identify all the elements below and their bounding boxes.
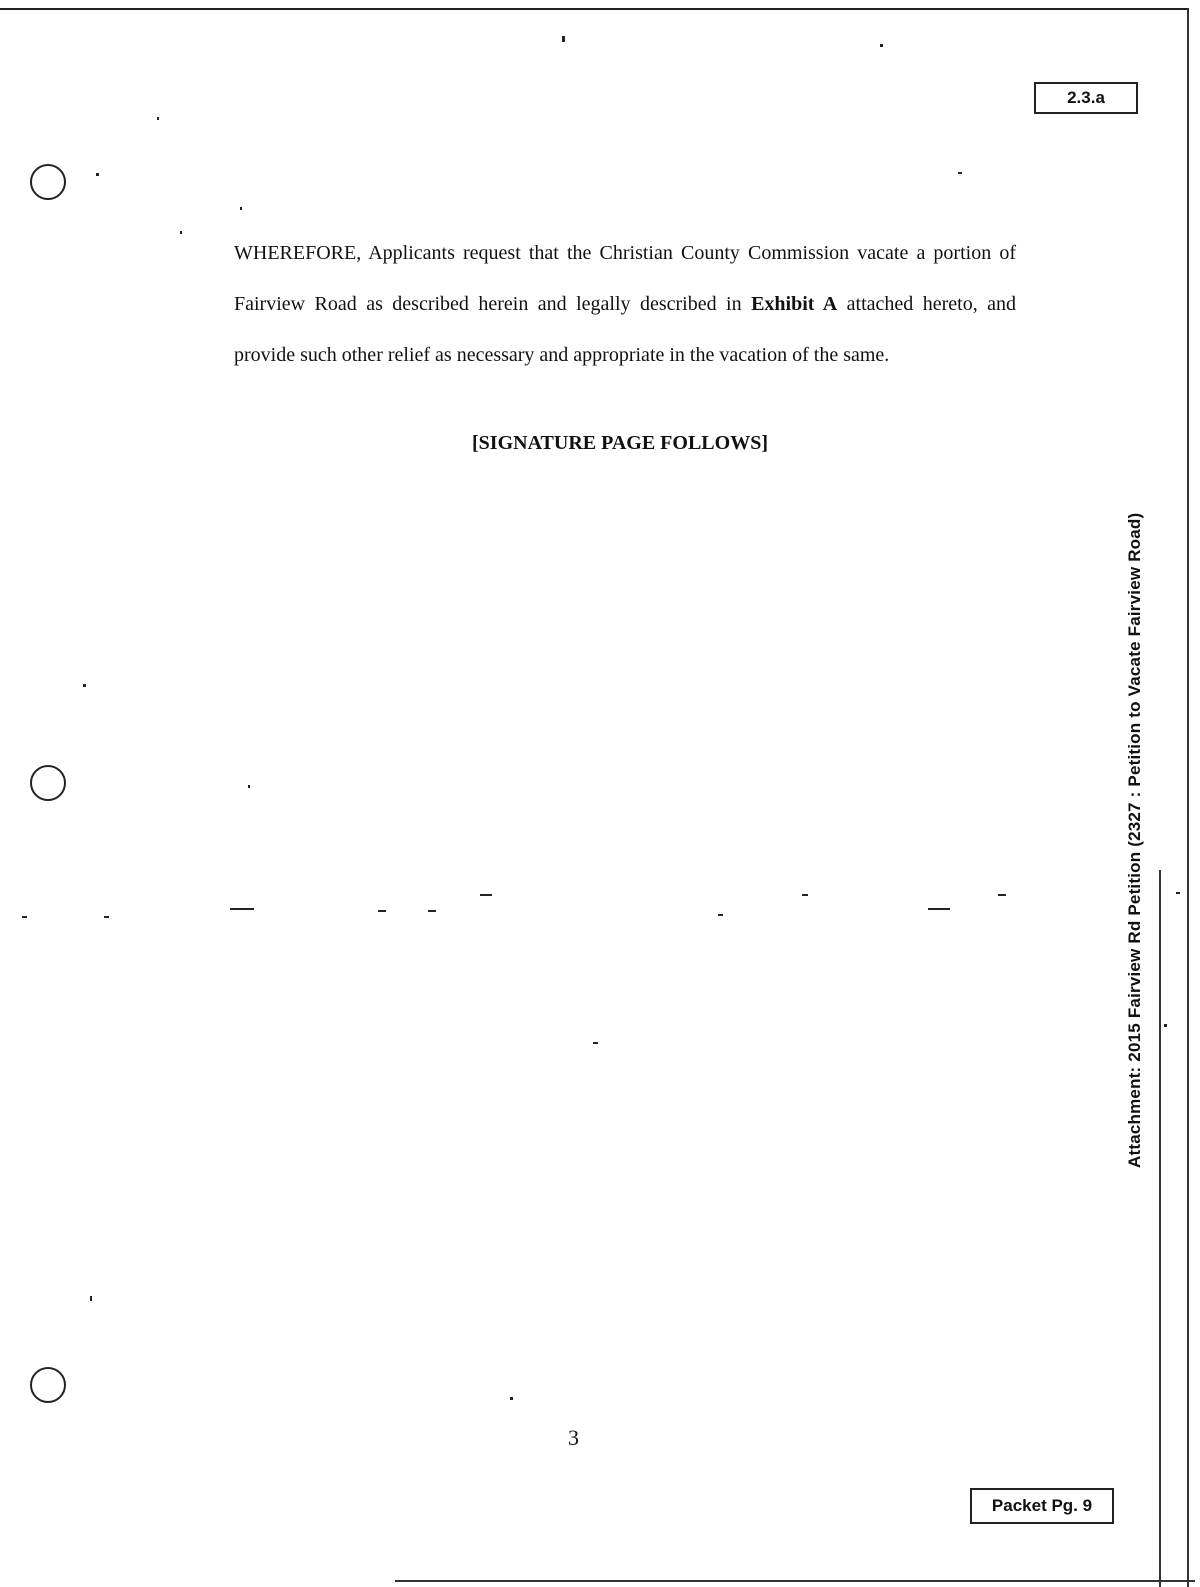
scan-speck [1176,892,1180,894]
section-tag: 2.3.a [1034,82,1138,114]
bottom-border-line [395,1580,1195,1582]
punch-hole-bottom [30,1367,66,1403]
scan-speck [22,916,27,918]
scan-speck [83,684,86,687]
punch-hole-top [30,164,66,200]
top-border-line [0,8,1188,10]
scan-speck [928,908,950,910]
scan-speck [958,172,962,174]
scan-speck [428,910,436,912]
exhibit-reference: Exhibit A [751,293,838,315]
packet-page-box: Packet Pg. 9 [970,1488,1114,1524]
scan-speck [90,1296,92,1301]
scan-speck [180,231,182,234]
scan-speck [998,894,1006,896]
scan-speck [230,908,254,910]
scan-speck [157,117,159,120]
scan-speck [593,1042,598,1044]
scan-speck [1164,1024,1167,1027]
scan-speck [718,914,723,916]
scan-speck [480,894,492,896]
attachment-side-label: Attachment: 2015 Fairview Rd Petition (2327 : Petition to Vacate Fairview Road) [1125,512,1144,1168]
scan-speck [248,785,250,788]
right-margin-line [1159,870,1161,1587]
scan-speck [562,36,565,42]
paragraph-text-end: attached hereto, and provide such other relief as necessary and appropriate in the vacation of the same. [234,293,1017,366]
signature-page-heading: [SIGNATURE PAGE FOLLOWS] [472,432,768,454]
scan-speck [378,910,386,912]
scan-speck [802,894,808,896]
scan-speck [104,916,109,918]
paragraph-text-start: WHEREFORE, Applicants request that the Christian County Commission vacate a portion of Fairview Road as described herein and legally described in [234,242,1016,315]
punch-hole-middle [30,765,66,801]
scan-speck [96,173,99,176]
scan-speck [510,1397,513,1400]
scan-speck [880,44,883,47]
page-number: 3 [568,1425,579,1450]
scan-speck [240,207,242,210]
right-border-line [1187,8,1189,1587]
petition-paragraph [168,228,1016,381]
